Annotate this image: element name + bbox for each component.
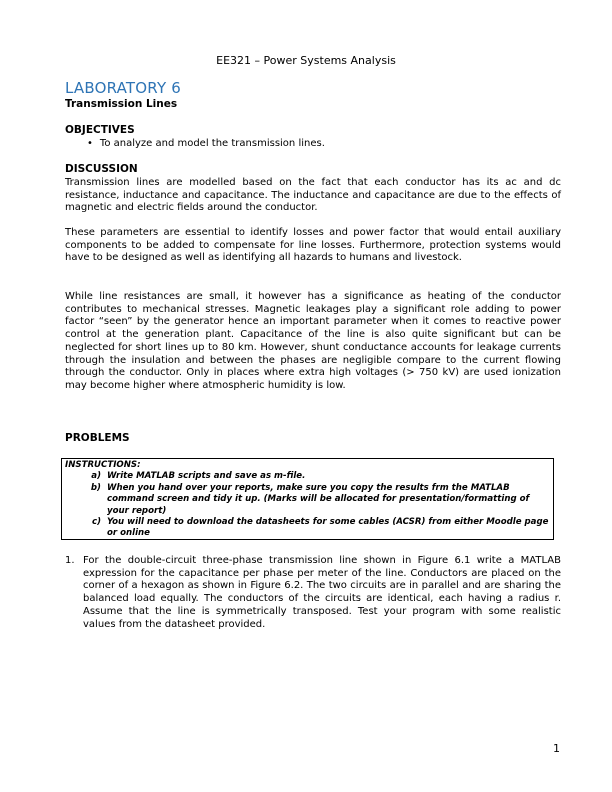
discussion-paragraph-2: These parameters are essential to identify losses and power factor that would entail auxiliary components to be added to compensate for line losses. Furthermore, protection systems would have to be designed as well as identifying all hazards to humans and livestock.: [65, 227, 561, 264]
problem-text: For the double-circuit three-phase transmission line shown in Figure 6.1 write a MATLAB expression for the capacitance per phase per meter of the line. Conductors are placed on the corner of a hexagon as shown in Figure 6.2. The two circuits are in parallel and are sharing the balanced load equally. The conductors of the circuits are identical, each having a radius r. Assume that the line is symmetrically transposed. Test your program with some realistic values from the datasheet provided.: [83, 555, 561, 630]
objectives-heading: OBJECTIVES: [65, 124, 135, 136]
instruction-item: [65, 471, 550, 482]
instructions-box: [61, 458, 554, 540]
discussion-paragraph-1: Transmission lines are modelled based on the fact that each conductor has its ac and dc resistance, inductance and capacitance. The inductance and capacitance are due to the effects of magnetic and electric fields around the conductor.: [65, 177, 561, 214]
bullet-icon: •: [87, 138, 93, 149]
page-number: 1: [553, 742, 560, 755]
page-header: EE321 – Power Systems Analysis: [216, 54, 396, 67]
instruction-text: You will need to download the datasheets for some cables (ACSR) from either Moodle page or online: [107, 517, 549, 539]
problem-item: [65, 555, 561, 631]
instruction-text: When you hand over your reports, make sure you copy the results frm the MATLAB command screen and tidy it up. (Marks will be allocated for presentation/formatting of your report): [107, 482, 530, 516]
objective-item: [87, 138, 325, 149]
problems-heading: PROBLEMS: [65, 432, 130, 444]
instruction-letter: b): [90, 482, 101, 493]
instruction-letter: a): [91, 471, 101, 482]
objective-text: To analyze and model the transmission lines.: [99, 138, 325, 149]
instruction-item: [65, 517, 550, 540]
instruction-item: [65, 483, 550, 517]
lab-subtitle: Transmission Lines: [65, 98, 178, 110]
discussion-heading: DISCUSSION: [65, 163, 138, 175]
lab-title: LABORATORY 6: [65, 79, 182, 97]
instruction-letter: c): [91, 517, 101, 528]
instruction-text: Write MATLAB scripts and save as m-file.: [107, 471, 306, 482]
instructions-heading: INSTRUCTIONS:: [65, 460, 141, 470]
discussion-paragraph-3: While line resistances are small, it however has a significance as heating of the conductor contributes to mechanical stresses. Magnetic leakages play a significant role adding to power factor “seen” by the generator hence an important parameter when it comes to reactive power control at the generation plant. Capacitance of the line is also quite significant but can be neglected for short lines up to 80 km. However, shunt conductance accounts for leakage currents through the insulation and between the phases are negligible compare to the current flowing through the conductor. Only in places where extra high voltages (> 750 kV) are used ionization may become higher where atmospheric humidity is low.: [65, 291, 561, 391]
problem-number: 1.: [65, 555, 75, 566]
